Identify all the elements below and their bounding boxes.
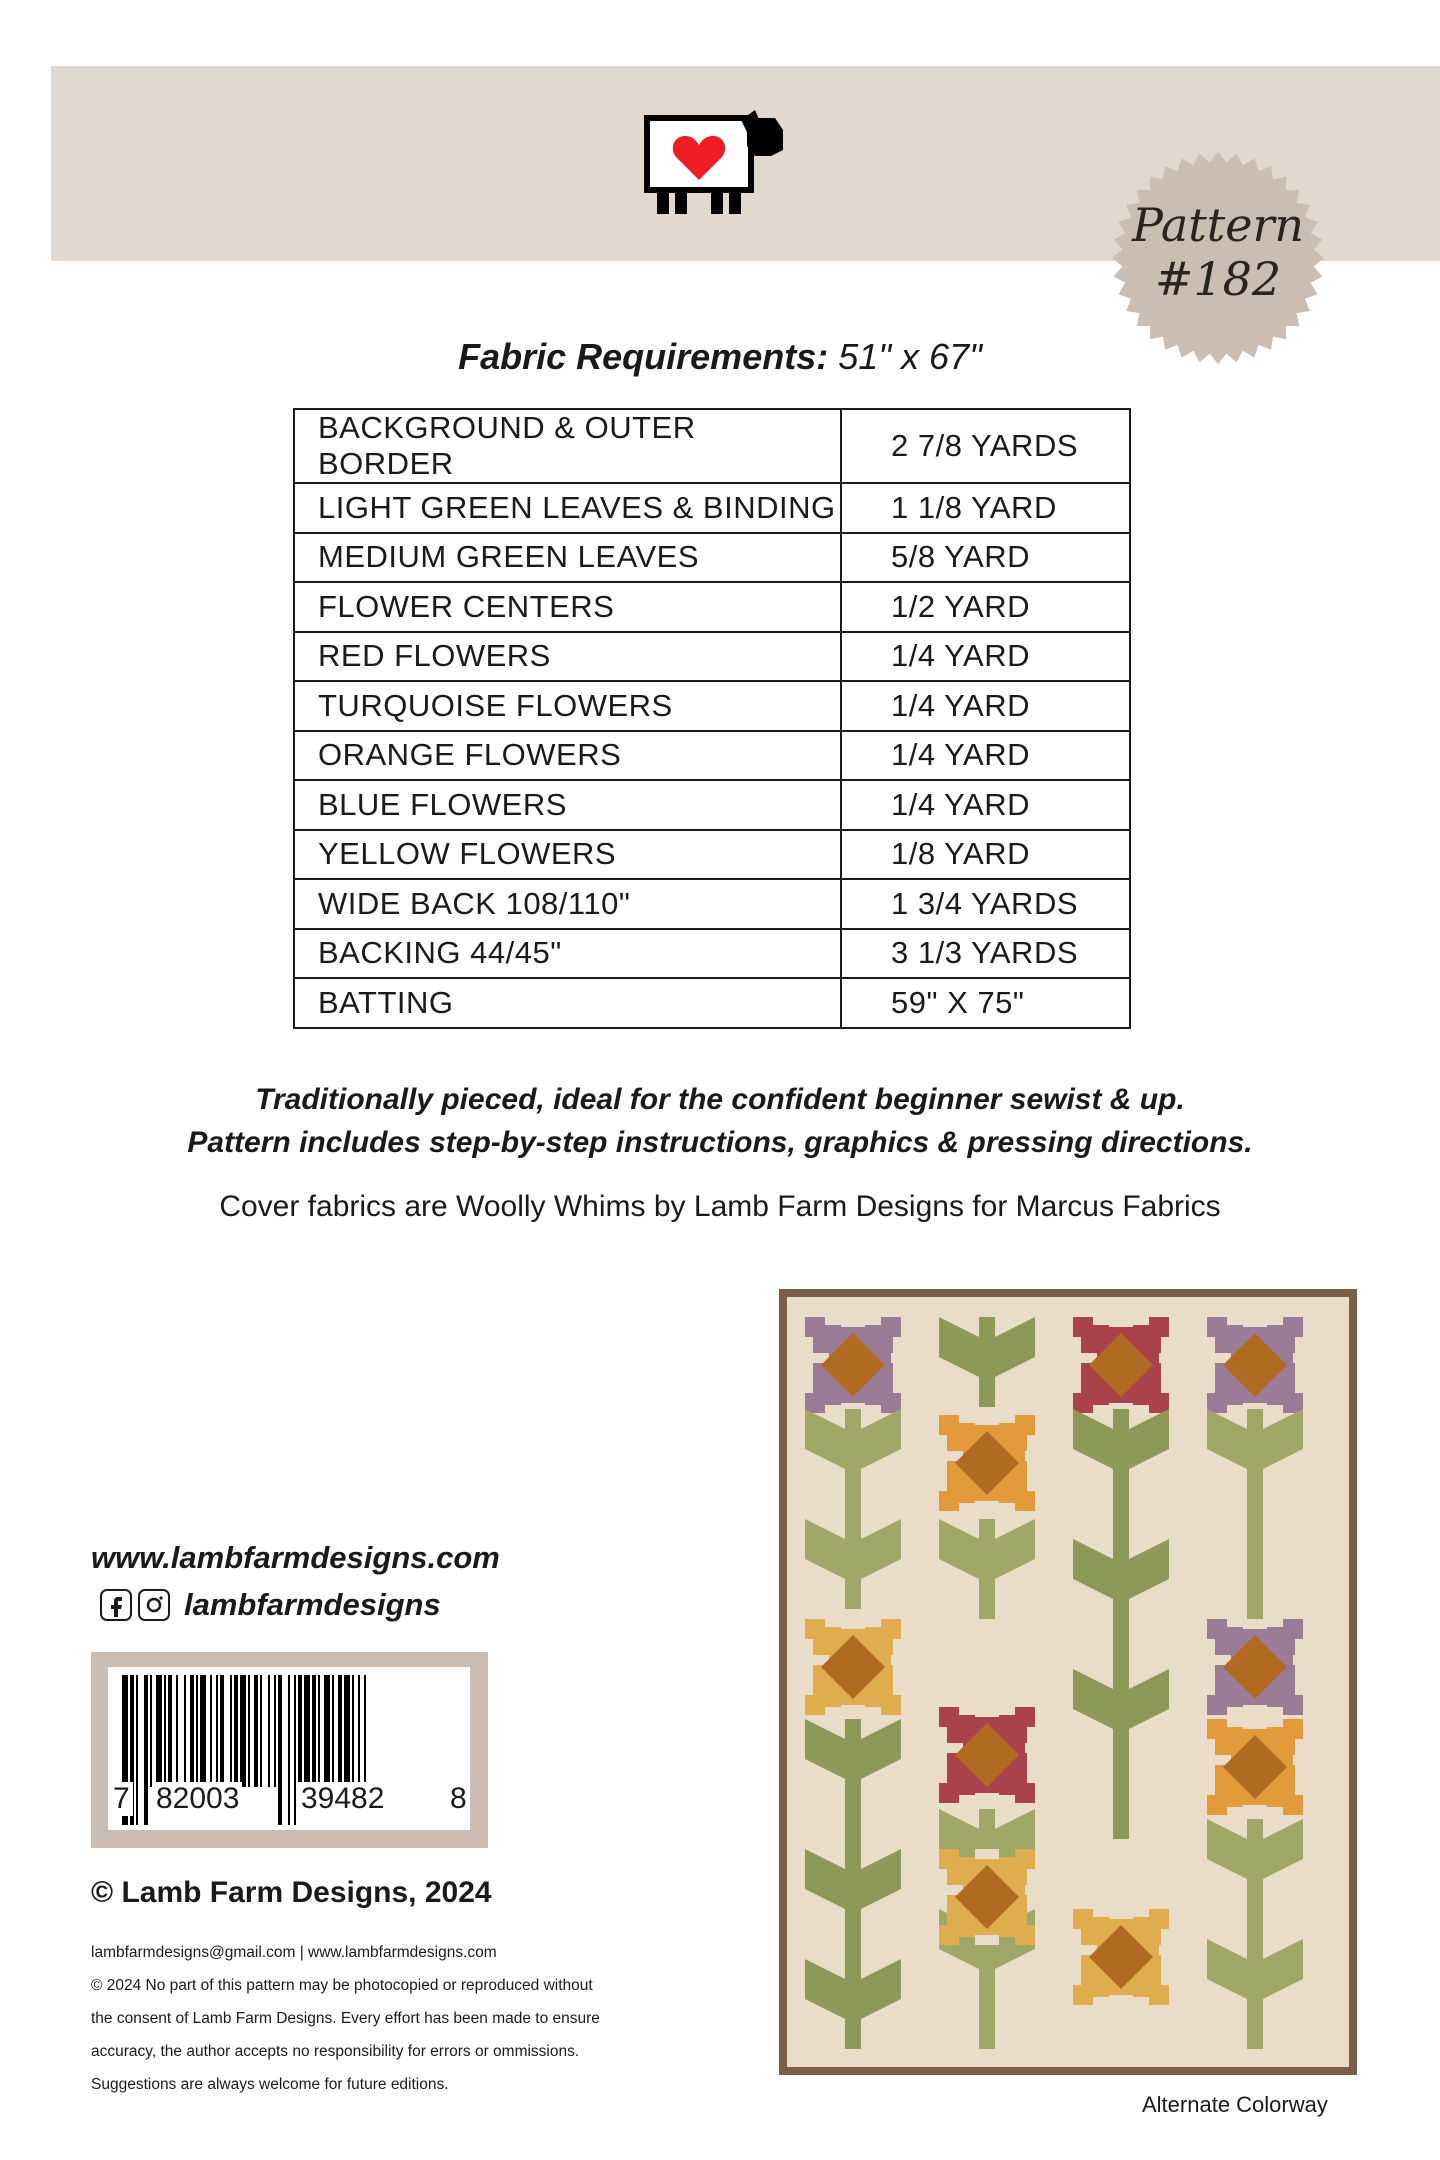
- flower-petal: [805, 1619, 825, 1639]
- fabric-row: [294, 632, 1130, 682]
- flower-petal: [1015, 1849, 1035, 1869]
- flower-petal: [1207, 1317, 1227, 1337]
- fabric-name: BATTING: [294, 978, 841, 1028]
- barcode-bar: [190, 1675, 194, 1787]
- cover-fabrics-note: Cover fabrics are Woolly Whims by Lamb Farm Designs for Marcus Fabrics: [219, 1190, 1221, 1223]
- fabric-name: ORANGE FLOWERS: [294, 731, 841, 781]
- fabric-row: [294, 731, 1130, 781]
- flower-notch: [1159, 1945, 1183, 1955]
- pattern-number: [1110, 198, 1326, 306]
- fabric-name: YELLOW FLOWERS: [294, 830, 841, 880]
- flower-petal: [1283, 1619, 1303, 1639]
- fabric-row: [294, 879, 1130, 929]
- barcode-bar: [248, 1675, 250, 1787]
- flower-notch: [1025, 1885, 1049, 1895]
- legal-line-2: the consent of Lamb Farm Designs. Every effort has been made to ensure: [91, 2010, 600, 2027]
- flower-petal: [1283, 1393, 1303, 1413]
- fabric-name: FLOWER CENTERS: [294, 582, 841, 632]
- quilt-size: 51" x 67": [838, 336, 982, 377]
- legal-line-4: Suggestions are always welcome for future editions.: [91, 2076, 449, 2093]
- barcode-digit-check: 8: [447, 1782, 470, 1816]
- fabric-requirements-label: Fabric Requirements:: [458, 336, 829, 377]
- fabric-row: [294, 533, 1130, 583]
- facebook-icon[interactable]: [100, 1589, 132, 1621]
- flower-notch: [975, 1501, 999, 1511]
- stem: [845, 1719, 861, 2049]
- barcode-digits: [108, 1782, 470, 1822]
- fabric-name: MEDIUM GREEN LEAVES: [294, 533, 841, 583]
- flower-notch: [891, 1353, 915, 1363]
- social-handle[interactable]: lambfarmdesigns: [184, 1587, 441, 1622]
- website-link[interactable]: www.lambfarmdesigns.com: [91, 1540, 500, 1575]
- instagram-icon[interactable]: [138, 1589, 170, 1621]
- fabric-name: LIGHT GREEN LEAVES & BINDING: [294, 483, 841, 533]
- barcode-bar: [150, 1675, 152, 1787]
- barcode-bar: [364, 1675, 366, 1787]
- flower-notch: [1025, 1451, 1049, 1461]
- stem: [1113, 1409, 1129, 1839]
- barcode-bar: [352, 1675, 354, 1787]
- flower-petal: [1149, 1393, 1169, 1413]
- flower-petal: [1073, 1317, 1093, 1337]
- barcode-bar: [156, 1675, 162, 1787]
- barcode-bar: [210, 1675, 212, 1787]
- flower-petal: [881, 1393, 901, 1413]
- barcode-bar: [304, 1675, 310, 1787]
- flower-petal: [1283, 1317, 1303, 1337]
- barcode-bar: [230, 1675, 232, 1787]
- flower-notch: [1243, 1619, 1267, 1629]
- fabric-name: BACKGROUND & OUTER BORDER: [294, 409, 841, 483]
- flower-petal: [1283, 1719, 1303, 1739]
- pattern-id: #182: [1154, 252, 1282, 306]
- flower-notch: [1243, 1719, 1267, 1729]
- barcode-digit-group-1: 82003: [153, 1782, 242, 1816]
- fabric-row: [294, 483, 1130, 533]
- flower-notch: [975, 1415, 999, 1425]
- fabric-name: RED FLOWERS: [294, 632, 841, 682]
- flower-notch: [1109, 1317, 1133, 1327]
- barcode-bar: [260, 1675, 262, 1787]
- flower-petal: [1015, 1707, 1035, 1727]
- fabric-amount: 1/4 YARD: [841, 731, 1130, 781]
- flower-notch: [841, 1619, 865, 1629]
- barcode-bar: [200, 1675, 206, 1787]
- flower-petal: [881, 1317, 901, 1337]
- description-line-2: Pattern includes step-by-step instructions, graphics & pressing directions.: [187, 1126, 1253, 1159]
- barcode-bar: [274, 1675, 276, 1787]
- flower-notch: [1293, 1755, 1317, 1765]
- flower-notch: [975, 1793, 999, 1803]
- flower-petal: [1207, 1795, 1227, 1815]
- stem: [979, 1317, 995, 1407]
- flower-petal: [1283, 1695, 1303, 1715]
- fabric-requirements-title: [0, 336, 1440, 378]
- flower-notch: [1243, 1317, 1267, 1327]
- flower-petal: [1207, 1393, 1227, 1413]
- flower-notch: [1025, 1743, 1049, 1753]
- barcode-bar: [234, 1675, 238, 1787]
- barcode-bar: [358, 1675, 360, 1787]
- stem: [1247, 1409, 1263, 1619]
- barcode-bar: [324, 1675, 330, 1787]
- barcode-digit-lead: 7: [110, 1782, 133, 1816]
- flower-notch: [975, 1849, 999, 1859]
- flower-petal: [805, 1695, 825, 1715]
- flower-notch: [1243, 1705, 1267, 1715]
- flower-petal: [1207, 1619, 1227, 1639]
- flower-petal: [881, 1619, 901, 1639]
- pattern-description: [0, 1078, 1440, 1164]
- fabric-amount: 2 7/8 YARDS: [841, 409, 1130, 483]
- quilt-illustration: [779, 1289, 1357, 2075]
- barcode-bar: [312, 1675, 316, 1787]
- pattern-label: Pattern: [1131, 198, 1305, 252]
- sheep-heart-icon: [643, 110, 787, 218]
- barcode-bar: [344, 1675, 350, 1787]
- barcode-bar: [164, 1675, 166, 1787]
- barcode-bar: [216, 1675, 218, 1787]
- barcode-bar: [298, 1675, 302, 1787]
- fabric-amount: 1 3/4 YARDS: [841, 879, 1130, 929]
- fabric-amount: 1/8 YARD: [841, 830, 1130, 880]
- barcode-bar: [332, 1675, 334, 1787]
- fabric-amount: 5/8 YARD: [841, 533, 1130, 583]
- barcode-bar: [318, 1675, 320, 1787]
- barcode-bar: [338, 1675, 342, 1787]
- fabric-row: [294, 929, 1130, 979]
- fabric-table: [293, 408, 1131, 1029]
- flower-petal: [939, 1491, 959, 1511]
- flower-petal: [1149, 1985, 1169, 2005]
- flower-petal: [1149, 1909, 1169, 1929]
- flower-notch: [1109, 1909, 1133, 1919]
- barcode-bar: [196, 1675, 198, 1787]
- flower-notch: [841, 1705, 865, 1715]
- barcode-bar: [220, 1675, 224, 1787]
- barcode-bar: [176, 1675, 178, 1787]
- flower-petal: [1149, 1317, 1169, 1337]
- flower-petal: [1283, 1795, 1303, 1815]
- flower-petal: [939, 1415, 959, 1435]
- fabric-amount: 1/4 YARD: [841, 780, 1130, 830]
- fabric-row: [294, 582, 1130, 632]
- stem: [979, 1519, 995, 1619]
- flower-petal: [805, 1393, 825, 1413]
- flower-petal: [1207, 1719, 1227, 1739]
- legal-line-3: accuracy, the author accepts no responsibility for errors or ommissions.: [91, 2043, 580, 2060]
- barcode-digit-group-2: 39482: [298, 1782, 387, 1816]
- fabric-amount: 3 1/3 YARDS: [841, 929, 1130, 979]
- contact-line: lambfarmdesigns@gmail.com | www.lambfarmdesigns.com: [91, 1944, 497, 1961]
- legal-notice: [91, 1936, 711, 2101]
- flower-notch: [1293, 1353, 1317, 1363]
- flower-petal: [1015, 1415, 1035, 1435]
- fabric-name: BACKING 44/45": [294, 929, 841, 979]
- fabric-row: [294, 409, 1130, 483]
- barcode-bar: [184, 1675, 186, 1787]
- flower-petal: [1015, 1925, 1035, 1945]
- legal-line-1: © 2024 No part of this pattern may be photocopied or reproduced without: [91, 1977, 593, 1994]
- flower-petal: [1073, 1909, 1093, 1929]
- fabric-row: [294, 978, 1130, 1028]
- flower-petal: [939, 1925, 959, 1945]
- flower-petal: [939, 1783, 959, 1803]
- flower-petal: [1073, 1985, 1093, 2005]
- flower-notch: [891, 1655, 915, 1665]
- fabric-amount: 1/4 YARD: [841, 632, 1130, 682]
- barcode-bar: [268, 1675, 270, 1787]
- barcode-bar: [240, 1675, 246, 1787]
- fabric-name: WIDE BACK 108/110": [294, 879, 841, 929]
- flower-notch: [1243, 1805, 1267, 1815]
- fabric-name: TURQUOISE FLOWERS: [294, 681, 841, 731]
- flower-notch: [1159, 1353, 1183, 1363]
- flower-petal: [939, 1707, 959, 1727]
- flower-petal: [1015, 1491, 1035, 1511]
- fabric-amount: 1 1/8 YARD: [841, 483, 1130, 533]
- flower-petal: [1207, 1695, 1227, 1715]
- copyright-heading: © Lamb Farm Designs, 2024: [91, 1876, 492, 1909]
- alternate-colorway-caption: Alternate Colorway: [1142, 2092, 1328, 2117]
- fabric-row: [294, 681, 1130, 731]
- flower-petal: [881, 1695, 901, 1715]
- flower-petal: [1015, 1783, 1035, 1803]
- flower-petal: [1073, 1393, 1093, 1413]
- stem: [845, 1409, 861, 1609]
- stem: [1247, 1819, 1263, 2049]
- flower-notch: [975, 1935, 999, 1945]
- flower-notch: [975, 1707, 999, 1717]
- fabric-amount: 1/2 YARD: [841, 582, 1130, 632]
- flower-petal: [939, 1849, 959, 1869]
- fabric-row: [294, 780, 1130, 830]
- fabric-amount: 59" X 75": [841, 978, 1130, 1028]
- social-links: [100, 1587, 441, 1623]
- description-line-1: Traditionally pieced, ideal for the confident beginner sewist & up.: [255, 1083, 1185, 1116]
- fabric-name: BLUE FLOWERS: [294, 780, 841, 830]
- flower-notch: [841, 1317, 865, 1327]
- flower-notch: [1293, 1655, 1317, 1665]
- fabric-amount: 1/4 YARD: [841, 681, 1130, 731]
- flower-notch: [1109, 1995, 1133, 2005]
- barcode-bar: [168, 1675, 172, 1787]
- flower-petal: [805, 1317, 825, 1337]
- fabric-row: [294, 830, 1130, 880]
- barcode-bar: [254, 1675, 258, 1787]
